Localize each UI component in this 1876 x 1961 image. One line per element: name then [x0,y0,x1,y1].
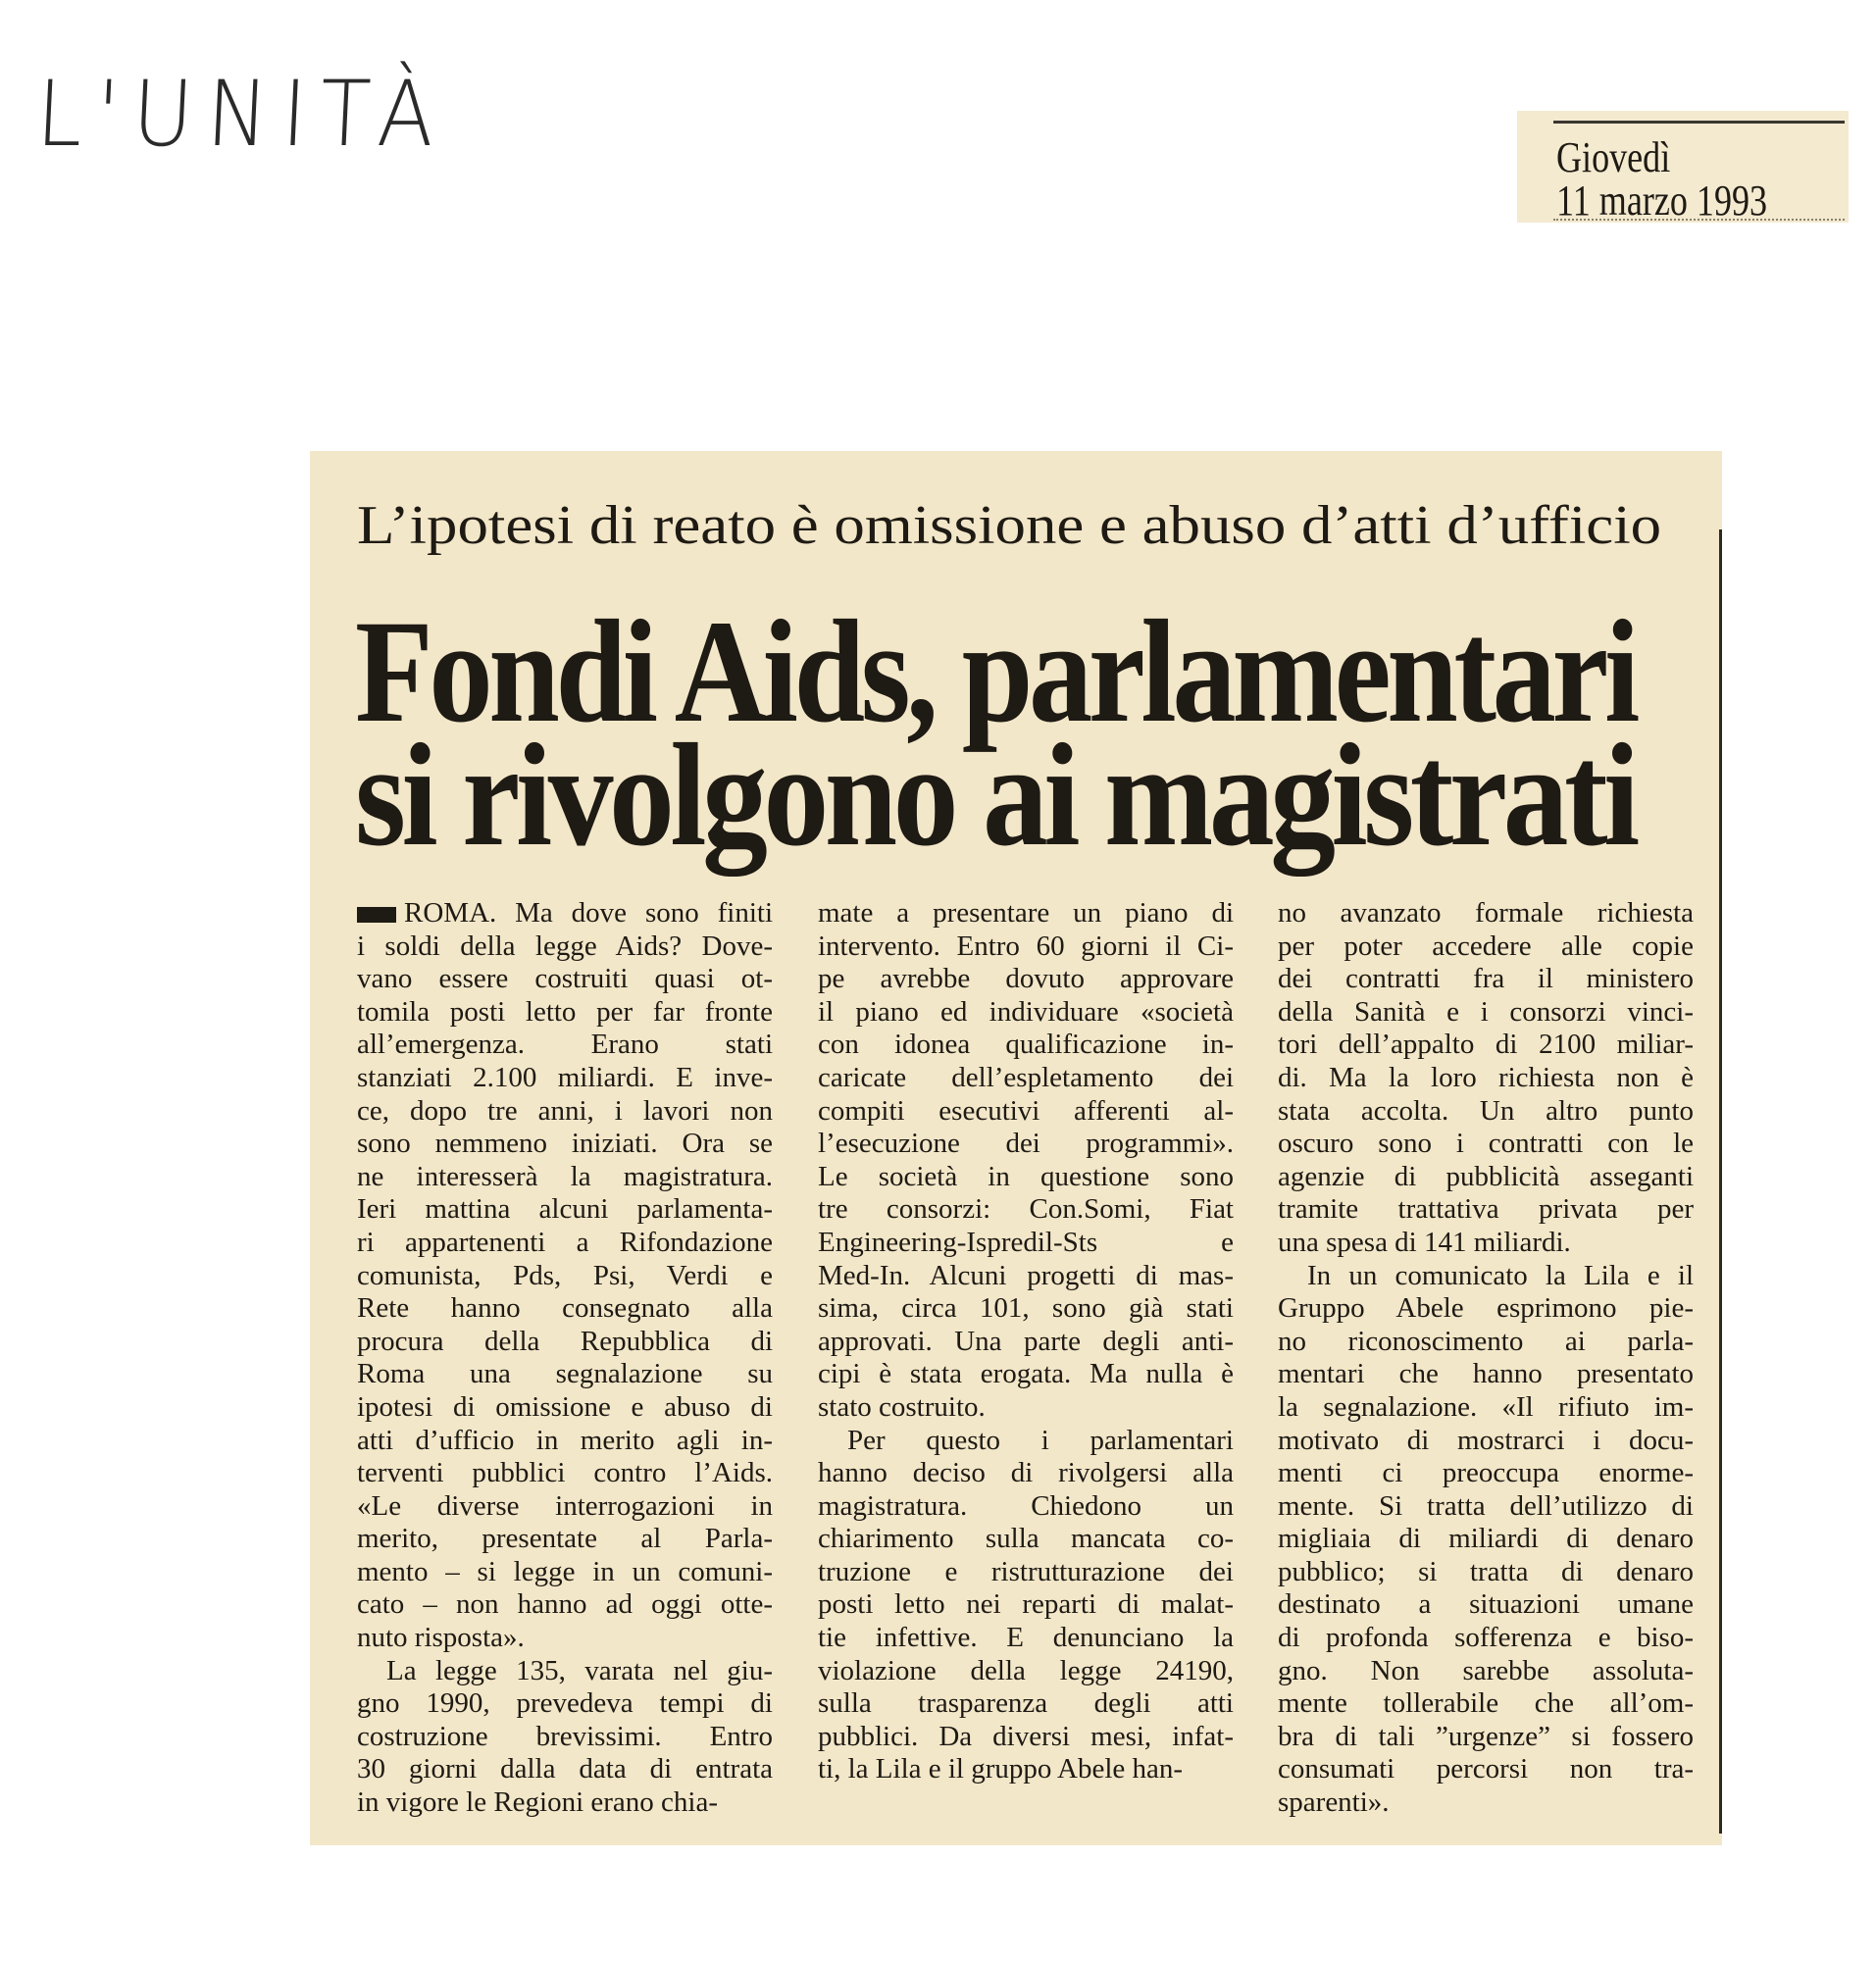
body-text-line: ce, dopo tre anni, i lavori non [357,1094,773,1127]
body-text-line: hanno deciso di rivolgersi alla [818,1457,1234,1489]
body-text-line: i soldi della legge Aids? Dove- [357,930,773,962]
dateline-marker-icon [357,907,396,923]
body-text-line: Ieri mattina alcuni parlamenta- [357,1193,773,1226]
body-text-line: di. Ma la loro richiesta non è [1278,1061,1694,1093]
body-text-line: no avanzato formale richiesta [1278,897,1694,929]
dateline-day: Giovedì [1556,133,1671,181]
body-text-line [357,897,773,930]
cut-edge [1553,219,1845,221]
body-text-line: Le società in questione sono [818,1160,1234,1192]
body-text-line: tie infettive. E denunciano la [818,1622,1234,1654]
body-text-line: no riconoscimento ai parla- [1278,1325,1694,1357]
body-text-line: Roma una segnalazione su [357,1358,773,1390]
dateline-clipping [1517,111,1849,223]
body-text-line: il piano ed individuare «società [818,995,1234,1028]
body-text-line: la segnalazione. «Il rifiuto im- [1278,1390,1694,1423]
body-text-line: stanziati 2.100 miliardi. E inve- [357,1061,773,1093]
body-text-line: tori dell’appalto di 2100 miliar- [1278,1029,1694,1061]
body-text-line: ti, la Lila e il gruppo Abele han- [818,1753,1184,1785]
body-text-line: all’emergenza. Erano stati [357,1029,773,1061]
body-text-line: mate a presentare un piano di [818,897,1234,929]
body-text-line: sima, circa 101, sono già stati [818,1292,1234,1325]
body-text-line: pubblico; si tratta di denaro [1278,1555,1694,1587]
headline-line: si rivolgono ai magistrati [355,714,1636,877]
article-column-2 [818,897,1234,1786]
body-text-line: con idonea qualificazione in- [818,1029,1234,1061]
body-text-line: menti ci preoccupa enorme- [1278,1457,1694,1489]
body-text-line: gno 1990, prevedeva tempi di [357,1687,773,1720]
body-text: ROMA. Ma dove sono finiti [404,897,773,929]
body-text-line: stata accolta. Un altro punto [1278,1094,1694,1127]
body-text-line: ne interesserà la magistratura. [357,1160,773,1192]
top-rule [1553,121,1845,124]
body-text-line: mento – si legge in un comuni- [357,1555,773,1587]
body-text-line: mente. Si tratta dell’utilizzo di [1278,1489,1694,1522]
body-text-line: gno. Non sarebbe assoluta- [1278,1654,1694,1686]
body-text-line: posti letto nei reparti di malat- [818,1588,1234,1621]
body-text-line: in vigore le Regioni erano chia- [357,1786,719,1819]
body-text-line: intervento. Entro 60 giorni il Ci- [818,930,1234,962]
article-column-1 [357,897,773,1820]
body-text-line: approvati. Una parte degli anti- [818,1325,1234,1357]
body-text-line: pe avrebbe dovuto approvare [818,963,1234,995]
article-kicker: L’ipotesi di reato è omissione e abuso d’atti d’ufficio [357,495,1662,556]
handwritten-newspaper-name: L'UNITÀ [33,61,451,167]
body-text-line: consumati percorsi non tra- [1278,1753,1694,1785]
body-text-line: mentari che hanno presentato [1278,1358,1694,1390]
body-text-line: chiarimento sulla mancata co- [818,1523,1234,1555]
body-text-line: sulla trasparenza degli atti [818,1687,1234,1720]
body-text-line: di profonda sofferenza e biso- [1278,1622,1694,1654]
body-text-line: Med-In. Alcuni progetti di mas- [818,1259,1234,1291]
body-text-line: ri appartenenti a Rifondazione [357,1226,773,1258]
body-text-line: magistratura. Chiedono un [818,1489,1234,1522]
body-text-line: mente tollerabile che all’om- [1278,1687,1694,1720]
body-text-line: violazione della legge 24190, [818,1654,1234,1686]
body-text-line: oscuro sono i contratti con le [1278,1128,1694,1160]
body-text-line: atti d’ufficio in merito agli in- [357,1424,773,1456]
body-text-line: dei contratti fra il ministero [1278,963,1694,995]
body-text-line: procura della Repubblica di [357,1325,773,1357]
body-text-line: migliaia di miliardi di denaro [1278,1523,1694,1555]
dateline-date: 11 marzo 1993 [1556,176,1768,225]
body-text-line: ipotesi di omissione e abuso di [357,1390,773,1423]
body-text-line: comunista, Pds, Psi, Verdi e [357,1259,773,1291]
body-text-line: La legge 135, varata nel giu- [386,1654,773,1686]
body-text-line: compiti esecutivi afferenti al- [818,1094,1234,1127]
body-text-line: 30 giorni dalla data di entrata [357,1753,773,1785]
body-text-line: sparenti». [1278,1786,1390,1819]
body-text-line: per poter accedere alle copie [1278,930,1694,962]
body-text-line: stato costruito. [818,1390,986,1423]
body-text-line: tomila posti letto per far fronte [357,995,773,1028]
article-clipping [310,451,1722,1845]
body-text-line: destinato a situazioni umane [1278,1588,1694,1621]
body-text-line: Engineering-Ispredil-Sts e [818,1226,1234,1258]
body-text-line: nuto risposta». [357,1622,525,1654]
body-text-line: pubblici. Da diversi mesi, infat- [818,1720,1234,1752]
body-text-line: merito, presentate al Parla- [357,1523,773,1555]
body-text-line: tramite trattativa privata per [1278,1193,1694,1226]
body-text-line: Rete hanno consegnato alla [357,1292,773,1325]
body-text-line: una spesa di 141 miliardi. [1278,1226,1571,1258]
body-text-line: cipi è stata erogata. Ma nulla è [818,1358,1234,1390]
body-text-line: motivato di mostrarci i docu- [1278,1424,1694,1456]
body-text-line: terventi pubblici contro l’Aids. [357,1457,773,1489]
body-text-line: l’esecuzione dei programmi». [818,1128,1234,1160]
body-text-line: truzione e ristrutturazione dei [818,1555,1234,1587]
column-rule [1719,529,1722,1834]
body-text-line: caricate dell’espletamento dei [818,1061,1234,1093]
body-text-line: agenzie di pubblicità asseganti [1278,1160,1694,1192]
body-text-line: della Sanità e i consorzi vinci- [1278,995,1694,1028]
body-text-line: cato – non hanno ad oggi otte- [357,1588,773,1621]
body-text-line: sono nemmeno iniziati. Ora se [357,1128,773,1160]
body-text-line: «Le diverse interrogazioni in [357,1489,773,1522]
body-text-line: bra di tali ”urgenze” si fossero [1278,1720,1694,1752]
body-text-line: tre consorzi: Con.Somi, Fiat [818,1193,1234,1226]
body-text-line: costruzione brevissimi. Entro [357,1720,773,1752]
body-text-line: In un comunicato la Lila e il [1307,1259,1694,1291]
article-column-3 [1278,897,1694,1820]
body-text-line: Gruppo Abele esprimono pie- [1278,1292,1694,1325]
headline-line: Fondi Aids, parlamentari [355,590,1636,753]
body-text-line: vano essere costruiti quasi ot- [357,963,773,995]
body-text-line: Per questo i parlamentari [847,1424,1234,1456]
